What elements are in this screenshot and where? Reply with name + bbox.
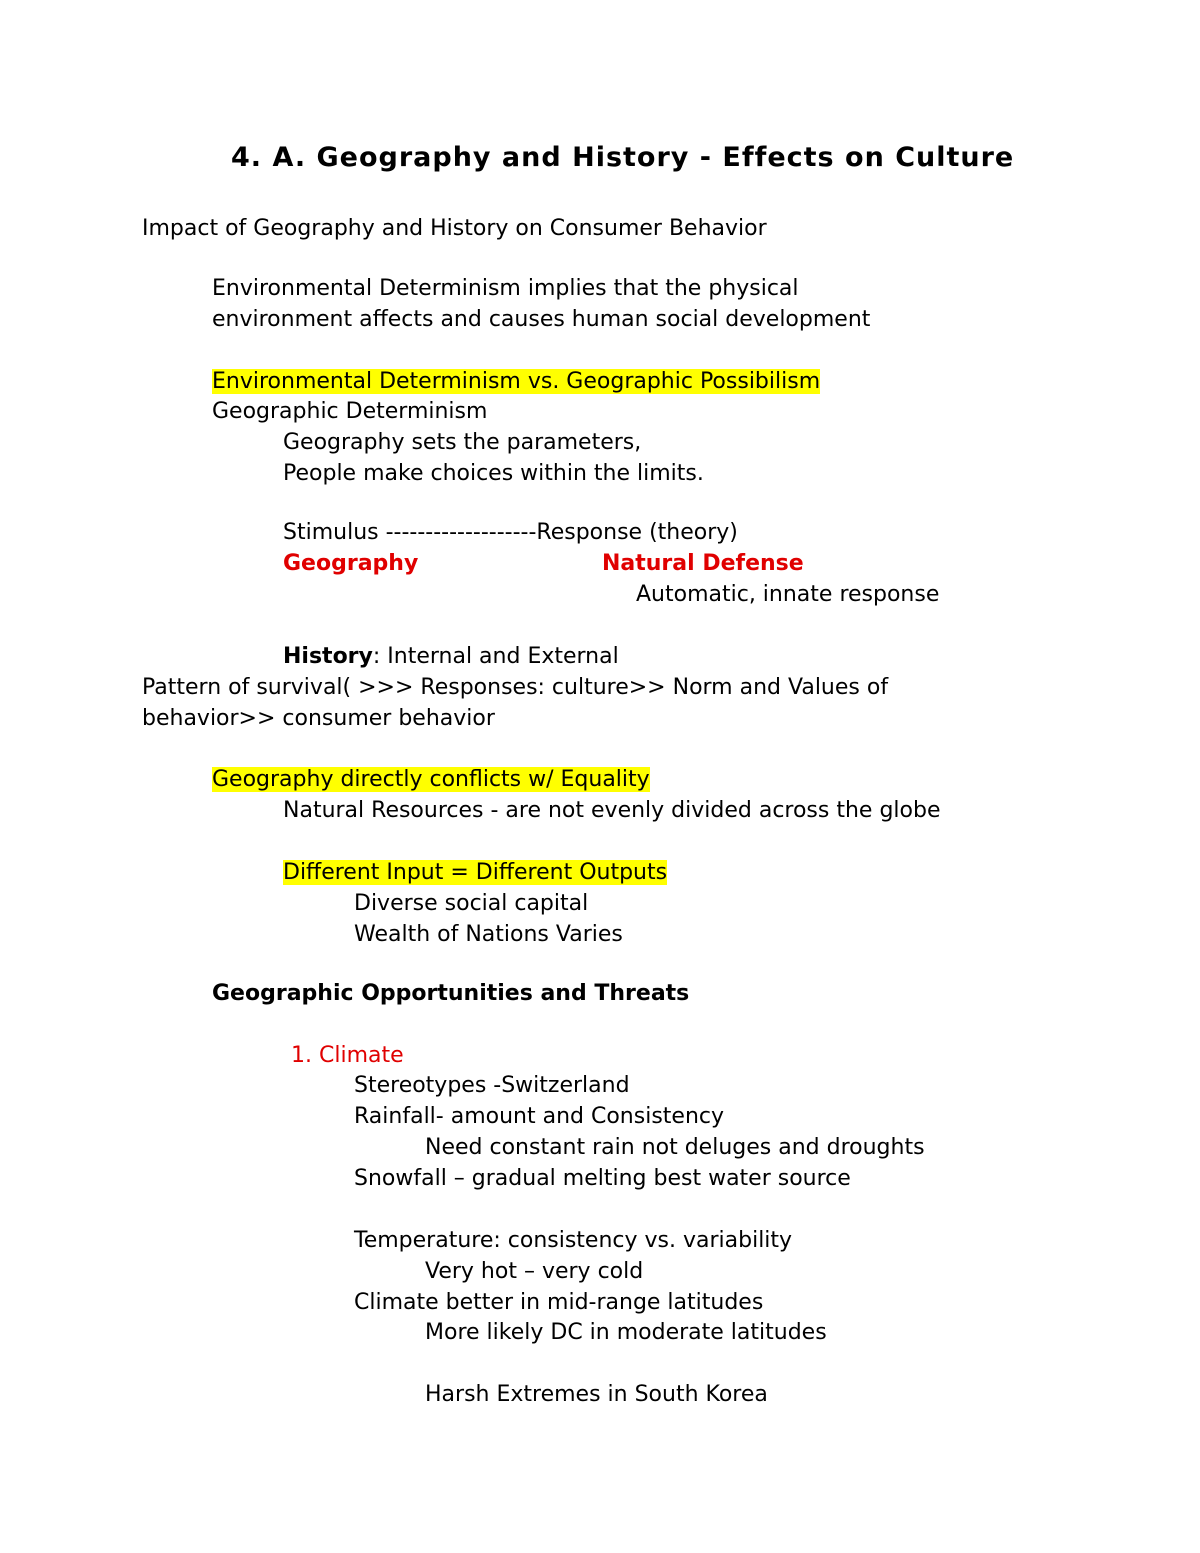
- highlight-conflict: [212, 766, 650, 794]
- people-choices: People make choices within the limits.: [283, 461, 704, 486]
- climate-heading: 1. Climate: [291, 1043, 404, 1068]
- history-line: [283, 643, 619, 671]
- wealth-of-nations: Wealth of Nations Varies: [354, 922, 623, 947]
- pattern-line-1: Pattern of survival( >>> Responses: culture>> Norm and Values of: [142, 675, 889, 700]
- diverse-capital: Diverse social capital: [354, 891, 589, 916]
- highlight-input-output: [283, 859, 667, 887]
- geographic-determinism: Geographic Determinism: [212, 399, 488, 424]
- rainfall: Rainfall- amount and Consistency: [354, 1104, 725, 1129]
- highlight-env-vs-geo: [212, 368, 820, 396]
- pattern-line-2: behavior>> consumer behavior: [142, 706, 495, 731]
- snowfall: Snowfall – gradual melting best water source: [354, 1166, 851, 1191]
- env-det-line-2: environment affects and causes human social development: [212, 307, 871, 332]
- highlight-input-output-text: Different Input = Different Outputs: [283, 860, 668, 885]
- history-label: History: [283, 644, 373, 669]
- geography-label: Geography: [283, 551, 419, 576]
- automatic-response: Automatic, innate response: [636, 582, 940, 607]
- subtitle: Impact of Geography and History on Consumer Behavior: [142, 216, 767, 241]
- natural-resources: Natural Resources - are not evenly divided across the globe: [283, 798, 941, 823]
- temperature: Temperature: consistency vs. variability: [354, 1228, 793, 1253]
- mid-range-latitudes: Climate better in mid-range latitudes: [354, 1290, 764, 1315]
- stimulus-response: Stimulus -------------------Response (theory): [283, 520, 738, 545]
- opportunities-heading: Geographic Opportunities and Threats: [212, 981, 690, 1006]
- south-korea: Harsh Extremes in South Korea: [425, 1382, 768, 1407]
- highlight-conflict-text: Geography directly conflicts w/ Equality: [212, 767, 650, 792]
- constant-rain: Need constant rain not deluges and droughts: [425, 1135, 925, 1160]
- highlight-env-vs-geo-text: Environmental Determinism vs. Geographic Possibilism: [212, 369, 821, 394]
- moderate-latitudes: More likely DC in moderate latitudes: [425, 1320, 827, 1345]
- natural-defense-label: Natural Defense: [602, 551, 804, 576]
- env-det-line-1: Environmental Determinism implies that the physical: [212, 276, 799, 301]
- very-hot-cold: Very hot – very cold: [425, 1259, 644, 1284]
- geography-parameters: Geography sets the parameters,: [283, 430, 642, 455]
- stereotypes: Stereotypes -Switzerland: [354, 1073, 630, 1098]
- history-rest: : Internal and External: [372, 644, 619, 669]
- page-title: 4. A. Geography and History - Effects on Culture: [231, 142, 1015, 173]
